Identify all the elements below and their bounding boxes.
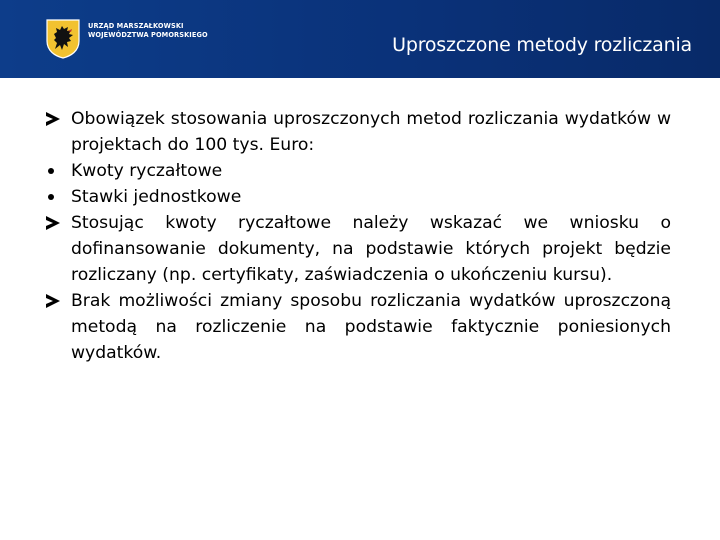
bullet-list: [46, 106, 671, 366]
list-item: [46, 184, 671, 210]
list-item: [46, 158, 671, 184]
header-bar: [0, 0, 720, 78]
list-item-text: Brak możliwości zmiany sposobu rozliczania wydatków uproszczoną metodą na rozliczenie na podstawie faktycznie poniesionych wydatków.: [71, 291, 671, 363]
arrow-bullet-icon: [46, 288, 66, 314]
list-item-text: Stawki jednostkowe: [71, 187, 242, 207]
arrow-bullet-icon: [46, 210, 66, 236]
dot-bullet-icon: [46, 184, 66, 210]
list-item-text: Kwoty ryczałtowe: [71, 161, 223, 181]
organization-name: [88, 22, 208, 40]
organization-name-line2: WOJEWÓDZTWA POMORSKIEGO: [88, 31, 208, 39]
organization-name-line1: URZĄD MARSZAŁKOWSKI: [88, 22, 184, 30]
griffin-coat-of-arms-icon: [46, 19, 80, 59]
slide-title: Uproszczone metody rozliczania: [392, 34, 692, 56]
dot-bullet-icon: [46, 158, 66, 184]
list-item-text: Stosując kwoty ryczałtowe należy wskazać we wniosku o dofinansowanie dokumenty, na podstawie których projekt będzie rozliczany (np. certyfikaty, zaświadczenia o ukończeniu kursu).: [71, 213, 671, 285]
list-item: [46, 288, 671, 366]
list-item-text: Obowiązek stosowania uproszczonych metod rozliczania wydatków w projektach do 100 tys. Euro:: [71, 109, 671, 155]
arrow-bullet-icon: [46, 106, 66, 132]
list-item: [46, 210, 671, 288]
list-item: [46, 106, 671, 158]
